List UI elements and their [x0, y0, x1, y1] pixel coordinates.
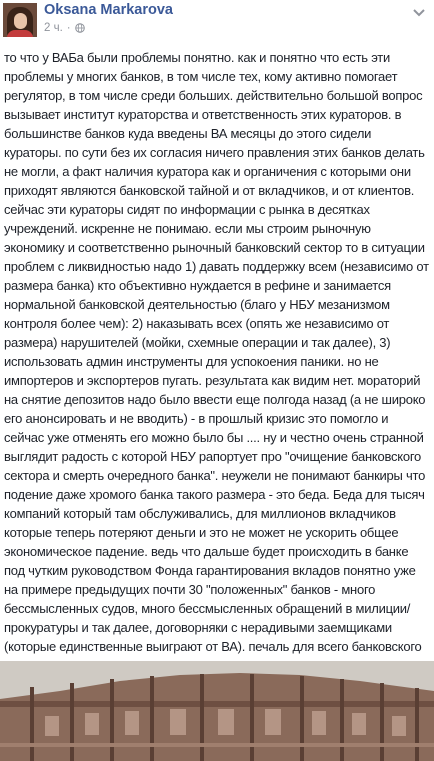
author-name[interactable]: Oksana Markarova: [44, 2, 173, 18]
avatar[interactable]: [3, 3, 37, 37]
avatar-face: [14, 13, 27, 29]
avatar-shirt: [7, 30, 33, 37]
chevron-down-icon[interactable]: [412, 8, 426, 18]
meta-separator: ·: [66, 22, 71, 34]
post-timestamp[interactable]: 2 ч.: [44, 22, 63, 34]
post-meta: [44, 22, 85, 34]
post-body: то что у ВАБа были проблемы понятно. как и понятно что есть эти проблемы у многих банков, в том числе тех, кому активно помогает регулятор, в том числе среди больших. действительно большой вопрос вызывает институт кураторства и ответственность этих кураторов. в большинстве банков куда введены ВА месяцы до этого сидели кураторы. по сути без их согласия ничего правления этих банков делать не могли, а факт наличия куратора как и органичения с которыми они приходят являются банковской тайной и от вкладчиков, и от клиентов. сейчас эти кураторы сидят по информации с рынка в десятках учреждений. искренне не понимаю. если мы строим рыночную экономику и соответственно рыночный банковский сектор то в ситуации проблем с ликвидностью надо 1) давать поддержку всем (независимо от размера банка) кто объективно нуждается в рефине и занимается нормальной банковской деятельностью (благо у НБУ мезанизмом контроля более чем): 2) наказывать всех (опять же независимо от размера) нарушителей (мойки, схемные операции и так далее), 3) использовать админ инструменты для успокоения паники. но не импортеров и экспортеров пугать. результата как видим нет. мораторий на снятие депозитов надо было ввести еще полгода назад (а не широко его анонсировать и не вводить) - в прошлый кризис это помогло и сейчас уже отменять его можно было бы .... ну и честно очень странной выглядит радость с которой НБУ рапортует про "очищение банковского сектора и смерть очередного банка". неужели не понимают банкиры что подение даже хромого банка такого размера - это беда. Беда для тысяч компаний который там обслуживались, для миллионов вкладчиков которые теперь потеряют деньги и это не может не ускорить общее экономическое падение. ведь что дальше будет происходить в банке под чутким руководством Фонда гарантирования вкладов понятно уже на примере предыдущих почти 30 "положенных" банков - много бессмысленных судов, много бессмысленных обращений в милиции/прокуратуры и так далее, договорняки с нерадивыми заемщиками (которые единственные выиграют от ВА). печаль для всего банковского: [4, 50, 429, 654]
post-photo[interactable]: [0, 661, 434, 761]
globe-icon: [75, 23, 85, 33]
